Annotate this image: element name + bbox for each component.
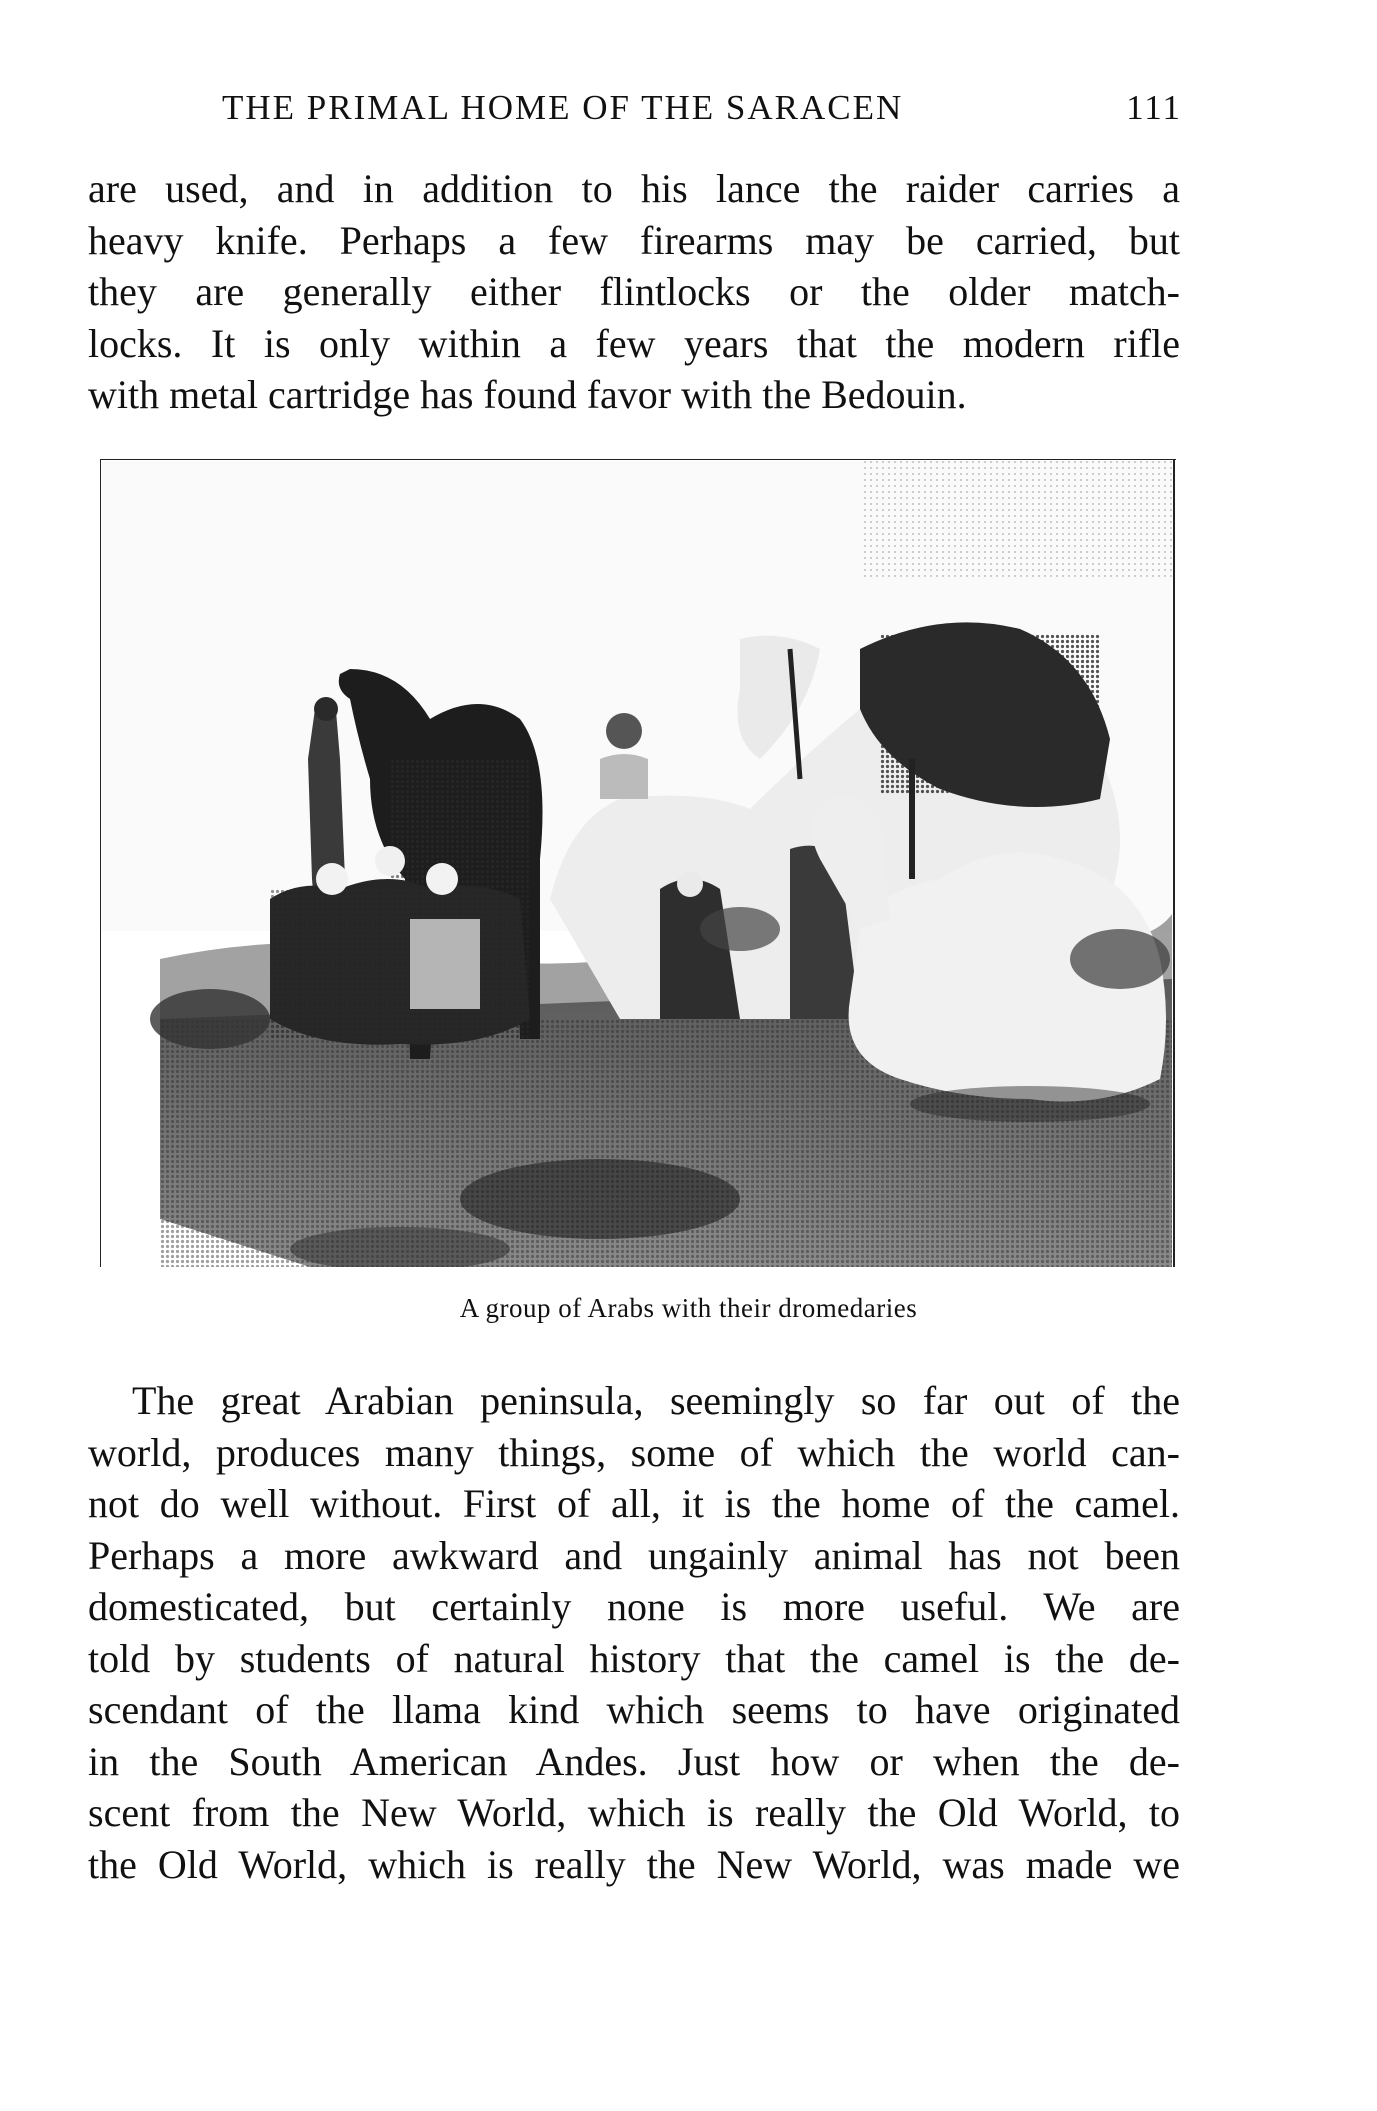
text-line: the Old World, which is really the New World, was made we: [88, 1841, 1180, 1887]
text-line: with metal cartridge has found favor with the Bedouin.: [88, 372, 967, 417]
text-line: locks. It is only within a few years that the modern rifle: [88, 320, 1180, 366]
running-title: THE PRIMAL HOME OF THE SARACEN: [222, 88, 904, 127]
text-line: told by students of natural history that the camel is the de-: [88, 1635, 1180, 1681]
text-line: domesticated, but certainly none is more useful. We are: [88, 1584, 1180, 1629]
page-number: 111: [1126, 88, 1182, 127]
paragraph-top: [88, 163, 1180, 421]
running-head: [222, 88, 1182, 132]
text-line: heavy knife. Perhaps a few firearms may be carried, but: [88, 217, 1180, 263]
text-line: they are generally either flintlocks or the older match-: [88, 269, 1180, 314]
figure-caption: A group of Arabs with their dromedaries: [459, 1293, 918, 1323]
photo-arabs-with-dromedaries: [100, 459, 1176, 1267]
text-line: in the South American Andes. Just how or when the de-: [88, 1738, 1180, 1784]
text-line: scendant of the llama kind which seems to have originated: [88, 1687, 1180, 1732]
paragraph-bottom: [88, 1375, 1180, 1890]
text-line: world, produces many things, some of which the world can-: [88, 1429, 1180, 1475]
halftone-photo: [100, 459, 1176, 1267]
text-line: not do well without. First of all, it is the home of the camel.: [88, 1481, 1180, 1526]
text-line: scent from the New World, which is really the Old World, to: [88, 1790, 1180, 1835]
text-line: The great Arabian peninsula, seemingly so far out of the: [132, 1378, 1180, 1423]
text-line: Perhaps a more awkward and ungainly animal has not been: [88, 1532, 1180, 1578]
text-line: are used, and in addition to his lance the raider carries a: [88, 166, 1180, 211]
